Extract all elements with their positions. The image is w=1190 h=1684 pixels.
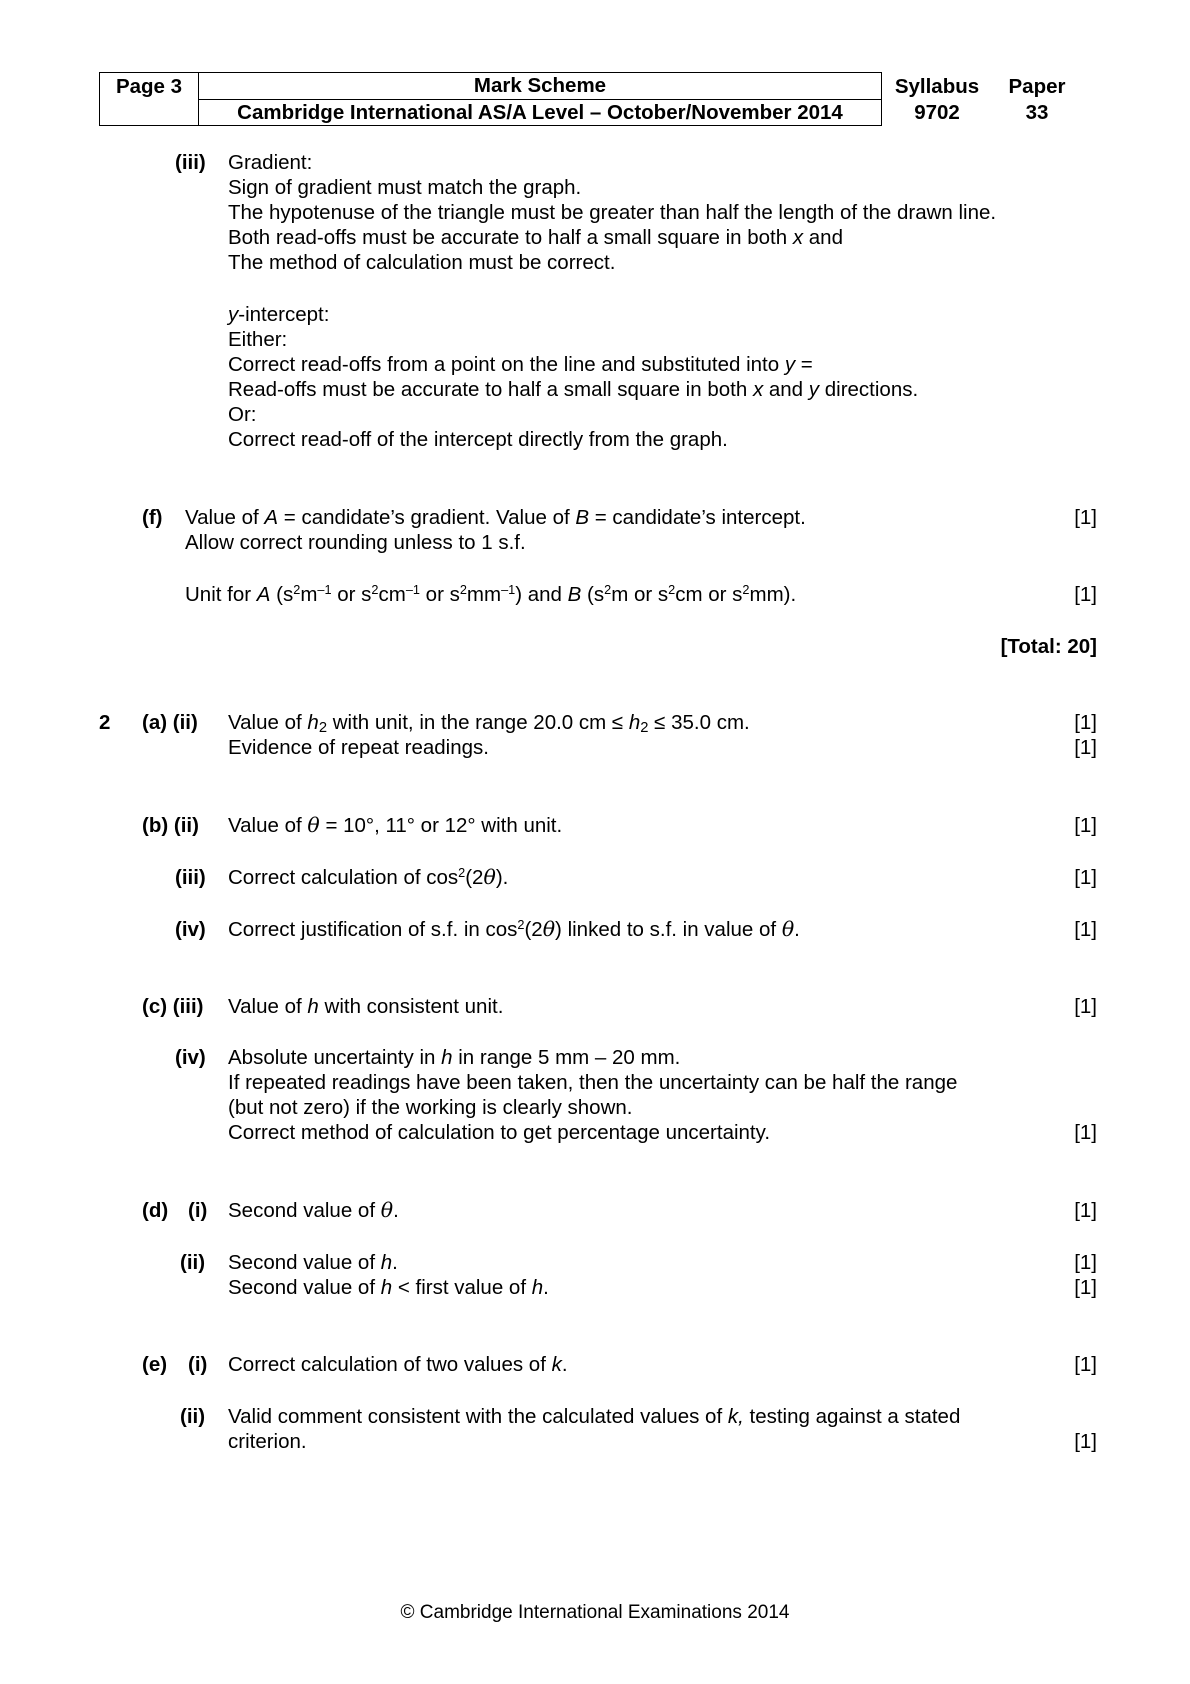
paper-value: 33 [1025, 101, 1049, 124]
e-mark-ii: [1] [1074, 1430, 1097, 1453]
part-label-b-iii: (iii) [175, 866, 206, 889]
gradient-criterion-4: The method of calculation must be correct. [228, 251, 616, 274]
intercept-criterion-2: Read-offs must be accurate to half a small square in both x and y directions. [228, 378, 919, 401]
question-number-2: 2 [99, 711, 111, 734]
d-mark-ii-1: [1] [1074, 1251, 1097, 1274]
paper-label: Paper [1008, 75, 1066, 98]
d-mark-i: [1] [1074, 1199, 1097, 1222]
a-criterion-2: Evidence of repeat readings. [228, 736, 489, 759]
part-label-e-i: (i) [188, 1353, 208, 1376]
f-criterion-2: Allow correct rounding unless to 1 s.f. [185, 531, 526, 554]
b-criterion-iv: Correct justification of s.f. in $\cos^2(2\theta)$ linked to s.f. in value of θ. [228, 917, 800, 941]
mark-scheme-cell [198, 72, 882, 100]
part-label-d-ii: (ii) [180, 1251, 206, 1274]
y-intercept-heading: y-intercept: [228, 303, 330, 326]
c-criterion-iv-4: Correct method of calculation to get percentage uncertainty. [228, 1121, 771, 1144]
a-mark-2: [1] [1074, 736, 1097, 759]
part-label-e: (e) [142, 1353, 168, 1376]
e-criterion-ii-1: Valid comment consistent with the calculated values of k, testing against a stated [228, 1405, 961, 1428]
f-mark-2: [1] [1074, 583, 1097, 606]
part-label-d-i: (i) [188, 1199, 208, 1222]
qualification-title: Cambridge International AS/A Level – October/November 2014 [237, 100, 843, 124]
part-label-iii: (iii) [175, 151, 206, 174]
a-mark-1: [1] [1074, 711, 1097, 734]
f-unit-criterion: Unit for A ($s^2m^{-1}$ or $s^2cm^{-1}$ or $s^2mm^{-1}$) and B ($s^2m$ or $s^2cm$ or $s^2mm$). [185, 582, 797, 606]
part-label-c-iii: (c) (iii) [142, 995, 204, 1018]
e-criterion-i: Correct calculation of two values of k. [228, 1353, 568, 1376]
gradient-criterion-3: Both read-offs must be accurate to half a small square in both x and [228, 226, 843, 249]
b-mark-ii: [1] [1074, 814, 1097, 837]
part-label-c-iv: (iv) [175, 1046, 206, 1069]
intercept-criterion-1: Correct read-offs from a point on the line and substituted into y = [228, 353, 813, 376]
c-mark-iv: [1] [1074, 1121, 1097, 1144]
c-criterion-iv-2: If repeated readings have been taken, then the uncertainty can be half the range [228, 1071, 958, 1094]
b-criterion-iii: Correct calculation of $\cos^2(2\theta)$. [228, 865, 509, 889]
gradient-criterion-1: Sign of gradient must match the graph. [228, 176, 582, 199]
or-label: Or: [228, 403, 257, 426]
c-criterion-iv-1: Absolute uncertainty in h in range 5 mm – 20 mm. [228, 1046, 681, 1069]
f-criterion-1: Value of A = candidate’s gradient. Value of B = candidate’s intercept. [185, 506, 806, 529]
e-criterion-ii-2: criterion. [228, 1430, 307, 1453]
either-label: Either: [228, 328, 288, 351]
part-label-b-ii: (b) (ii) [142, 814, 199, 837]
part-label-e-ii: (ii) [180, 1405, 206, 1428]
c-mark-iii: [1] [1074, 995, 1097, 1018]
syllabus-label: Syllabus [894, 75, 980, 98]
copyright-footer: © Cambridge International Examinations 2014 [400, 1602, 790, 1623]
d-criterion-ii-1: Second value of h. [228, 1251, 398, 1274]
a-criterion-1: Value of $h_2$ with unit, in the range 20.0 cm ≤ $h_2 \le 35.0$ cm. [228, 711, 750, 736]
qualification-cell [198, 99, 882, 126]
part-label-f: (f) [142, 506, 163, 529]
total-marks: [Total: 20] [1000, 635, 1097, 658]
syllabus-value: 9702 [914, 101, 960, 124]
c-criterion-iii: Value of h with consistent unit. [228, 995, 504, 1018]
b-mark-iii: [1] [1074, 866, 1097, 889]
part-label-d: (d) [142, 1199, 169, 1222]
part-label-b-iv: (iv) [175, 918, 206, 941]
d-criterion-i: Second value of θ. [228, 1198, 399, 1222]
document-title: Mark Scheme [473, 74, 607, 97]
f-mark-1: [1] [1074, 506, 1097, 529]
b-mark-iv: [1] [1074, 918, 1097, 941]
d-criterion-ii-2: Second value of h < first value of h. [228, 1276, 549, 1299]
page-number-cell [99, 72, 199, 126]
e-mark-i: [1] [1074, 1353, 1097, 1376]
gradient-heading: Gradient: [228, 151, 313, 174]
d-mark-ii-2: [1] [1074, 1276, 1097, 1299]
gradient-criterion-2: The hypotenuse of the triangle must be greater than half the length of the drawn line. [228, 201, 997, 224]
b-criterion-ii: Value of θ = 10°, 11° or 12° with unit. [228, 813, 563, 837]
intercept-criterion-3: Correct read-off of the intercept directly from the graph. [228, 428, 728, 451]
part-label-a-ii: (a) (ii) [142, 711, 198, 734]
page-number: Page 3 [115, 75, 183, 98]
c-criterion-iv-3: (but not zero) if the working is clearly shown. [228, 1096, 633, 1119]
